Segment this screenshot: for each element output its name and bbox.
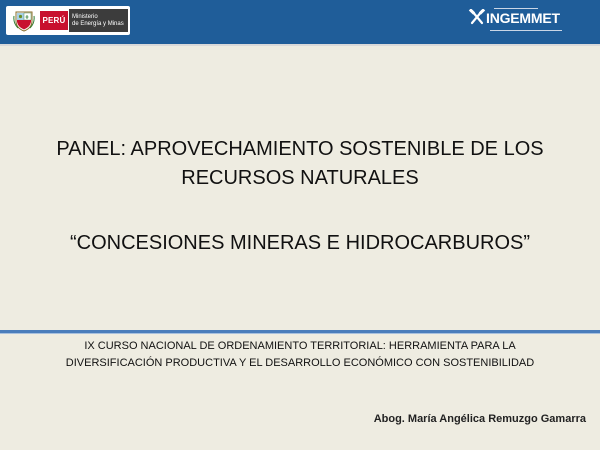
ingemmet-name: INGEMMET — [486, 10, 560, 26]
ministry-logo — [6, 6, 130, 35]
slide-title — [20, 135, 580, 193]
author-name: Abog. María Angélica Remuzgo Gamarra — [373, 413, 586, 425]
course-line-1: IX CURSO NACIONAL DE ORDENAMIENTO TERRITORIAL: HERRAMIENTA PARA LA — [84, 340, 516, 352]
peru-label: PERÚ — [42, 16, 66, 25]
title-line-2: RECURSOS NATURALES — [181, 167, 419, 189]
course-line-2: DIVERSIFICACIÓN PRODUCTIVA Y EL DESARROLLO ECONÓMICO CON SOSTENIBILIDAD — [65, 357, 535, 369]
peru-badge — [40, 11, 68, 30]
slide-header — [0, 0, 600, 44]
ministry-name-box — [69, 9, 128, 32]
header-underline — [0, 44, 600, 46]
ingemmet-logo — [468, 6, 568, 38]
title-line-1: PANEL: APROVECHAMIENTO SOSTENIBLE DE LOS — [56, 138, 544, 160]
course-title — [10, 338, 590, 372]
ministry-line-1: Ministerio — [72, 13, 98, 20]
slide-subtitle: “CONCESIONES MINERAS E HIDROCARBUROS” — [69, 232, 531, 254]
section-divider-shadow — [0, 333, 600, 334]
ministry-line-2: de Energía y Minas — [72, 20, 124, 27]
ingemmet-tagline-bottom — [490, 29, 562, 33]
peru-coat-of-arms-icon — [9, 9, 39, 32]
